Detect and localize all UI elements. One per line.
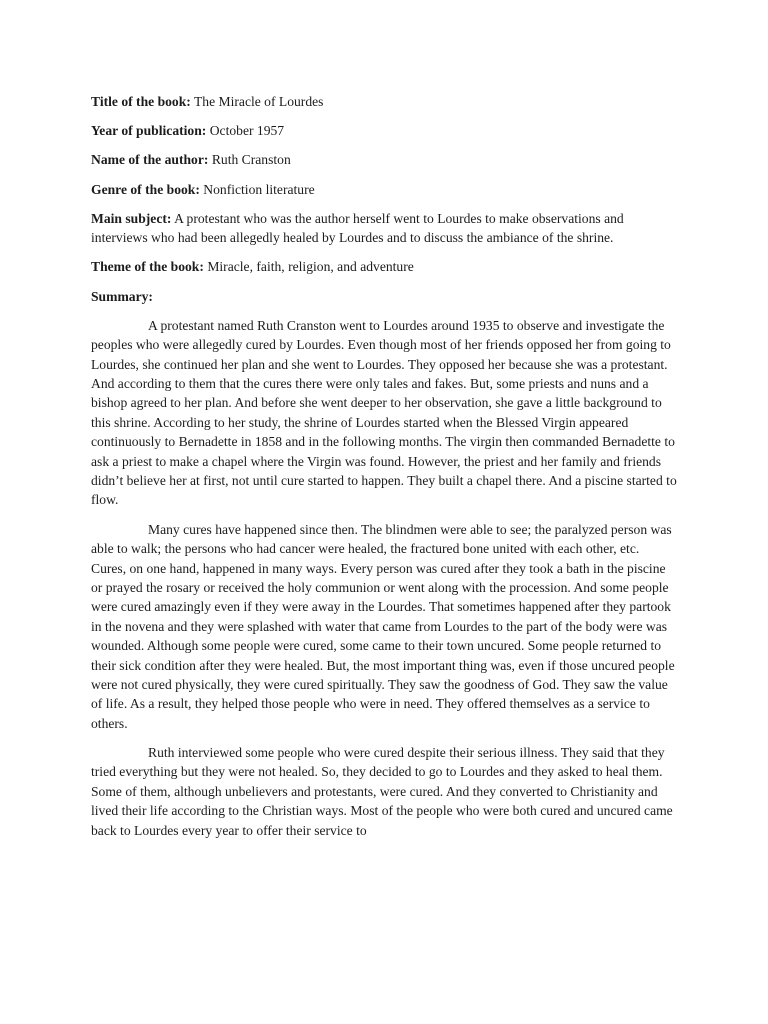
- field-label: Main subject:: [91, 210, 172, 226]
- field-author: [91, 150, 677, 169]
- summary-paragraph: Ruth interviewed some people who were cured despite their serious illness. They said that they tried everything but they were not healed. So, they decided to go to Lourdes and they asked to heal them. Some of them, although unbelievers and protestants, were cured. And they converted to Christianity and lived their life according to the Christian ways. Most of the people who were both cured and uncured came back to Lourdes every year to offer their service to: [91, 744, 673, 838]
- field-label: Title of the book:: [91, 94, 191, 109]
- field-main-subject: [91, 209, 677, 248]
- field-label: Theme of the book:: [91, 259, 204, 275]
- summary-heading: Summary:: [91, 288, 153, 304]
- summary-paragraph: A protestant named Ruth Cranston went to Lourdes around 1935 to observe and investigate the peoples who were allegedly cured by Lourdes. Even though most of her friends opposed her from going to Lourdes, she continued her plan and she went to Lourdes. They opposed her because she was a protestant. And according to them that the cures there were only tales and fakes. But, some priests and nuns and a bishop agreed to her plan. And before she went deeper to her observation, she gave a little background to this shrine. According to her study, the shrine of Lourdes started when the Blessed Virgin appeared continuously to Bernadette in 1858 and in the following months. The virgin then commanded Bernadette to ask a priest to make a chapel where the Virgin was found. However, the priest and her family and friends didn’t believe her at first, not until cure started to happen. They built a chapel there. And a piscine started to flow.: [91, 317, 677, 508]
- field-value: A protestant who was the author herself went to Lourdes to make observations and interviews who had been allegedly healed by Lourdes and to discuss the ambiance of the shrine.: [91, 210, 624, 246]
- field-theme: [91, 257, 677, 276]
- field-value: Ruth Cranston: [211, 152, 291, 168]
- field-genre: [91, 180, 677, 199]
- summary-paragraph: Many cures have happened since then. The blindmen were able to see; the paralyzed person was able to walk; the persons who had cancer were healed, the fractured bone united with each other, etc. Cures, on one hand, happened in many ways. Every person was cured after they took a bath in the piscine or prayed the rosary or received the holy communion or went along with the procession. And some people were cured amazingly even if they were away in the Lourdes. That sometimes happened after they partook in the novena and they were splashed with water that came from Lourdes to the part of the body were was wounded. Although some people were cured, some came to their town uncured. Some people returned to their sick condition after they were healed. But, the most important thing was, even if those uncured people were not cured physically, they were cured spiritually. They saw the goodness of God. They saw the value of life. As a result, they helped those people who were in need. They offered themselves as a service to others.: [91, 521, 675, 731]
- field-year: [91, 121, 677, 140]
- field-title: [91, 92, 677, 111]
- field-value: October 1957: [209, 123, 285, 139]
- field-label: Name of the author:: [91, 152, 209, 168]
- field-value: Miracle, faith, religion, and adventure: [207, 259, 414, 275]
- field-label: Genre of the book:: [91, 181, 200, 197]
- document-page: [91, 92, 677, 850]
- field-value: Nonfiction literature: [203, 181, 315, 197]
- field-label: Year of publication:: [91, 123, 207, 139]
- field-value: The Miracle of Lourdes: [193, 94, 324, 109]
